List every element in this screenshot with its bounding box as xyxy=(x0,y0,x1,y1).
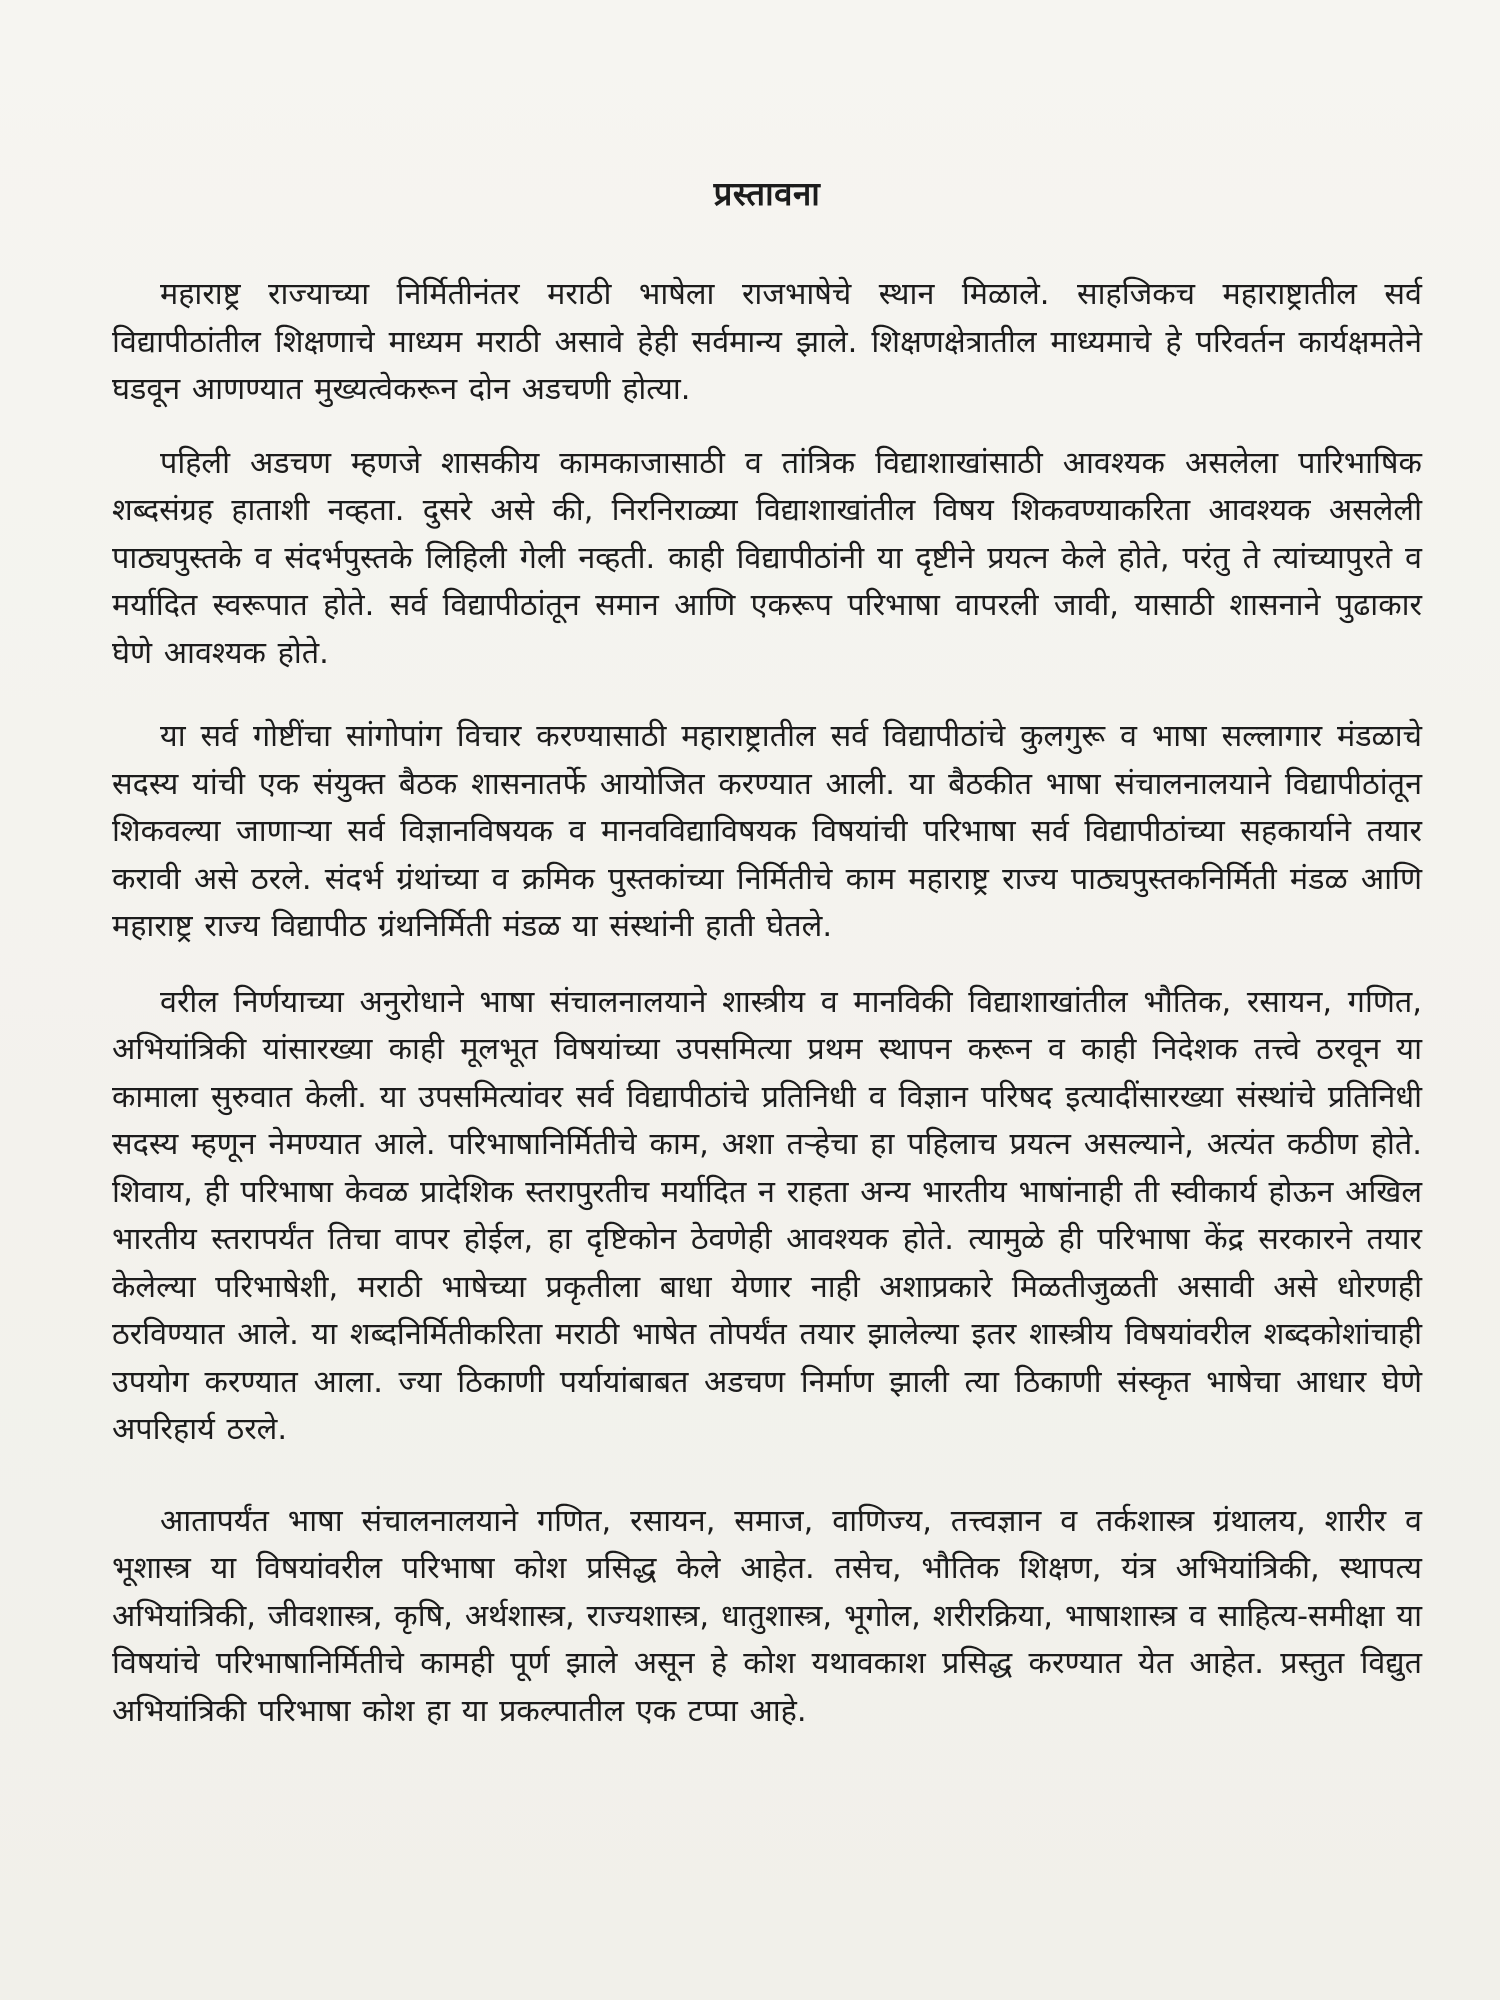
page-title: प्रस्तावना xyxy=(713,174,821,213)
paragraph-5: आतापर्यंत भाषा संचालनालयाने गणित, रसायन, समाज, वाणिज्य, तत्त्वज्ञान व तर्कशास्त्र ग्रंथालय, शारीर व भूशास्त्र या विषयांवरील परिभाषा कोश प्रसिद्ध केले आहेत. तसेच, भौतिक शिक्षण, यंत्र अभियांत्रिकी, स्थापत्य अभियांत्रिकी, जीवशास्त्र, कृषि, अर्थशास्त्र, राज्यशास्त्र, धातुशास्त्र, भूगोल, शरीरक्रिया, भाषाशास्त्र व साहित्य-समीक्षा या विषयांचे परिभाषानिर्मितीचे कामही पूर्ण झाले असून हे कोश यथावकाश प्रसिद्ध करण्यात येत आहेत. प्रस्तुत विद्युत अभियांत्रिकी परिभाषा कोश हा या प्रकल्पातील एक टप्पा आहे. xyxy=(112,1503,1422,1729)
paragraph-2: पहिली अडचण म्हणजे शासकीय कामकाजासाठी व तांत्रिक विद्याशाखांसाठी आवश्यक असलेला पारिभाषिक शब्दसंग्रह हाताशी नव्हता. दुसरे असे की, निरनिराळ्या विद्याशाखांतील विषय शिकवण्याकरिता आवश्यक असलेली पाठ्यपुस्तके व संदर्भपुस्तके लिहिली गेली नव्हती. काही विद्यापीठांनी या दृष्टीने प्रयत्न केले होते, परंतु ते त्यांच्यापुरते व मर्यादित स्वरूपात होते. सर्व विद्यापीठांतून समान आणि एकरूप परिभाषा वापरली जावी, यासाठी शासनाने पुढाकार घेणे आवश्यक होते. xyxy=(112,445,1422,671)
paragraph-4: वरील निर्णयाच्या अनुरोधाने भाषा संचालनालयाने शास्त्रीय व मानविकी विद्याशाखांतील भौतिक, रसायन, गणित, अभियांत्रिकी यांसारख्या काही मूलभूत विषयांच्या उपसमित्या प्रथम स्थापन करून व काही निदेशक तत्त्वे ठरवून या कामाला सुरुवात केली. या उपसमित्यांवर सर्व विद्यापीठांचे प्रतिनिधी व विज्ञान परिषद इत्यादींसारख्या संस्थांचे प्रतिनिधी सदस्य म्हणून नेमण्यात आले. परिभाषानिर्मितीचे काम, अशा तऱ्हेचा हा पहिलाच प्रयत्न असल्याने, अत्यंत कठीण होते. शिवाय, ही परिभाषा केवळ प्रादेशिक स्तरापुरतीच मर्यादित न राहता अन्य भारतीय भाषांनाही ती स्वीकार्य होऊन अखिल भारतीय स्तरापर्यंत तिचा वापर होईल, हा दृष्टिकोन ठेवणेही आवश्यक होते. त्यामुळे ही परिभाषा केंद्र सरकारने तयार केलेल्या परिभाषेशी, मराठी भाषेच्या प्रकृतीला बाधा येणार नाही अशाप्रकारे मिळतीजुळती असावी असे धोरणही ठरविण्यात आले. या शब्दनिर्मितीकरिता मराठी भाषेत तोपर्यंत तयार झालेल्या इतर शास्त्रीय विषयांवरील शब्दकोशांचाही उपयोग करण्यात आला. ज्या ठिकाणी पर्यायांबाबत अडचण निर्माण झाली त्या ठिकाणी संस्कृत भाषेचा आधार घेणे अपरिहार्य ठरले. xyxy=(112,984,1422,1447)
paragraph-1: महाराष्ट्र राज्याच्या निर्मितीनंतर मराठी भाषेला राजभाषेचे स्थान मिळाले. साहजिकच महाराष्ट्रातील सर्व विद्यापीठांतील शिक्षणाचे माध्यम मराठी असावे हेही सर्वमान्य झाले. शिक्षणक्षेत्रातील माध्यमाचे हे परिवर्तन कार्यक्षमतेने घडवून आणण्यात मुख्यत्वेकरून दोन अडचणी होत्या. xyxy=(112,277,1422,407)
paragraph-3: या सर्व गोष्टींचा सांगोपांग विचार करण्यासाठी महाराष्ट्रातील सर्व विद्यापीठांचे कुलगुरू व भाषा सल्लागार मंडळाचे सदस्य यांची एक संयुक्त बैठक शासनातर्फे आयोजित करण्यात आली. या बैठकीत भाषा संचालनालयाने विद्यापीठांतून शिकवल्या जाणाऱ्या सर्व विज्ञानविषयक व मानवविद्याविषयक विषयांची परिभाषा सर्व विद्यापीठांच्या सहकार्याने तयार करावी असे ठरले. संदर्भ ग्रंथांच्या व क्रमिक पुस्तकांच्या निर्मितीचे काम महाराष्ट्र राज्य पाठ्यपुस्तकनिर्मिती मंडळ आणि महाराष्ट्र राज्य विद्यापीठ ग्रंथनिर्मिती मंडळ या संस्थांनी हाती घेतले. xyxy=(112,719,1422,944)
